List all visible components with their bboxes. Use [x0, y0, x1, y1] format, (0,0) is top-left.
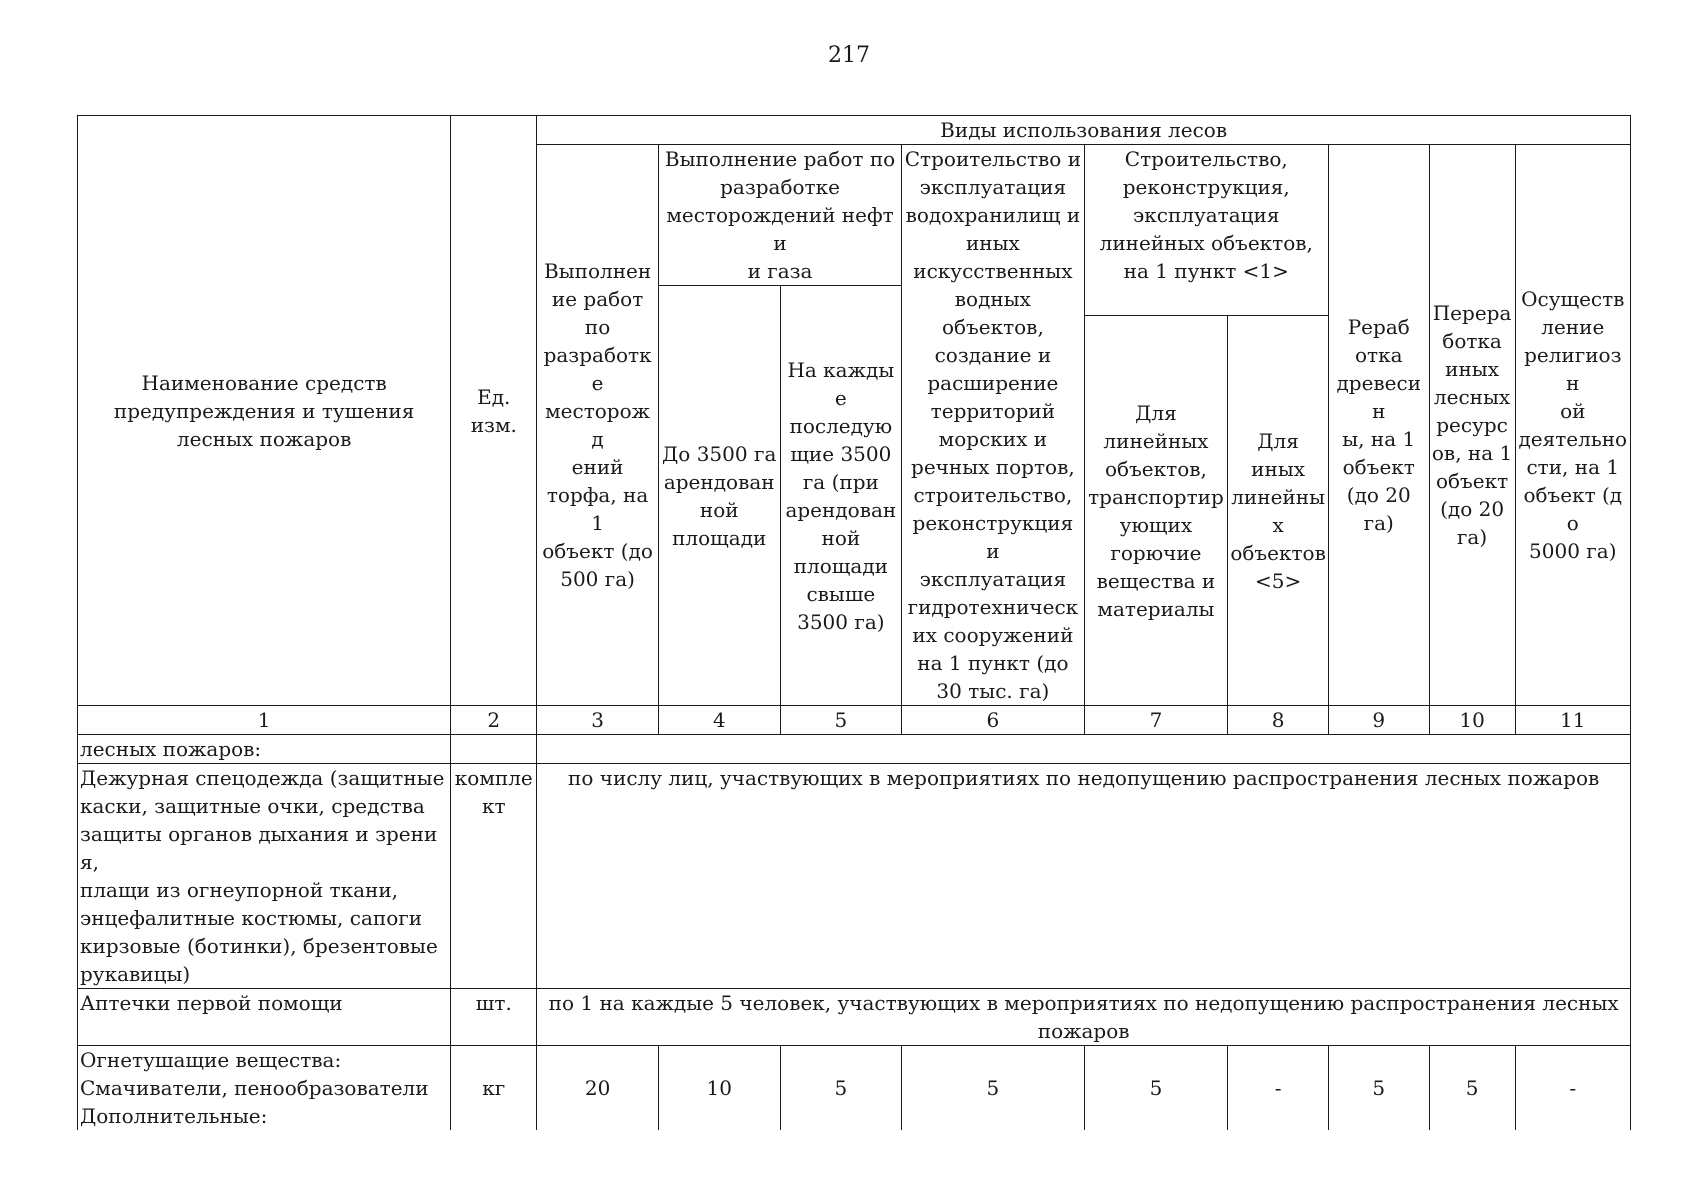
row-name: лесных пожаров:: [78, 735, 451, 764]
page-number: 217: [828, 43, 870, 68]
header-unit: Ед. изм.: [451, 116, 537, 706]
row-unit: [451, 735, 537, 764]
row-value: 10: [658, 1046, 780, 1131]
row-unit: шт.: [451, 989, 537, 1046]
header-name-of-means: Наименование средств предупреждения и тушения лесных пожаров: [78, 116, 451, 706]
table-row: [78, 1046, 1631, 1131]
col-number: 3: [537, 706, 659, 735]
row-value: [537, 735, 1631, 764]
col-number: 5: [780, 706, 902, 735]
row-name: Аптечки первой помощи: [78, 989, 451, 1046]
row-value: по числу лиц, участвующих в мероприятиях по недопущению распространения лесных пожаров: [537, 764, 1631, 989]
header-col3-peat: Выполнен ие работ по разработке месторожд ений торфа, на 1 объект (до 500 га): [537, 145, 659, 706]
header-col8-other-linear: Для иных линейны х объектов <5>: [1228, 316, 1329, 706]
col-number: 11: [1515, 706, 1630, 735]
forest-fire-equipment-table: [77, 115, 1631, 1130]
header-col5-each-next-3500: На каждые последую щие 3500 га (при арендован ной площади свыше 3500 га): [780, 286, 902, 706]
col-number: 9: [1328, 706, 1429, 735]
header-linear-group: Строительство, реконструкция, эксплуатация линейных объектов, на 1 пункт <1>: [1084, 145, 1328, 316]
row-value: -: [1515, 1046, 1630, 1131]
header-col11-religious: Осуществ ление религиозн ой деятельно сти, на 1 объект (до 5000 га): [1515, 145, 1630, 706]
header-col4-up-to-3500: До 3500 га арендован ной площади: [658, 286, 780, 706]
row-value: -: [1228, 1046, 1329, 1131]
table-row: [78, 735, 1631, 764]
column-numbers-row: [78, 706, 1631, 735]
row-value: 20: [537, 1046, 659, 1131]
col-number: 7: [1084, 706, 1228, 735]
col-number: 4: [658, 706, 780, 735]
row-name: Огнетушащие вещества: Смачиватели, пенообразователи Дополнительные:: [78, 1046, 451, 1131]
row-value: по 1 на каждые 5 человек, участвующих в мероприятиях по недопущению распространения лесных пожаров: [537, 989, 1631, 1046]
row-value: 5: [1084, 1046, 1228, 1131]
header-col9-wood-processing: Рераб отка древесин ы, на 1 объект (до 20 га): [1328, 145, 1429, 706]
col-number: 8: [1228, 706, 1329, 735]
row-value: 5: [1328, 1046, 1429, 1131]
row-name: Дежурная спецодежда (защитные каски, защитные очки, средства защиты органов дыхания и зрения, плащи из огнеупорной ткани, энцефалитные костюмы, сапоги кирзовые (ботинки), брезентовые рукавицы): [78, 764, 451, 989]
col-number: 1: [78, 706, 451, 735]
col-number: 6: [902, 706, 1084, 735]
table-row: [78, 989, 1631, 1046]
table-row: [78, 764, 1631, 989]
header-col6-reservoirs: Строительство и эксплуатация водохранилищ и иных искусственных водных объектов, создание и расширение территорий морских и речных портов, строительство, реконструкция и эксплуатация гидротехническ их сооружений на 1 пункт (до 30 тыс. га): [902, 145, 1084, 706]
header-forest-use-types: Виды использования лесов: [537, 116, 1631, 145]
col-number: 10: [1429, 706, 1515, 735]
row-unit: компле кт: [451, 764, 537, 989]
header-col7-flammable-linear: Для линейных объектов, транспортир ующих горючие вещества и материалы: [1084, 316, 1228, 706]
row-value: 5: [1429, 1046, 1515, 1131]
col-number: 2: [451, 706, 537, 735]
row-unit: кг: [451, 1046, 537, 1131]
row-value: 5: [780, 1046, 902, 1131]
header-oil-gas-group: Выполнение работ по разработке месторождений нефти и газа: [658, 145, 901, 286]
header-col10-other-resources: Перера ботка иных лесных ресурс ов, на 1 объект (до 20 га): [1429, 145, 1515, 706]
row-value: 5: [902, 1046, 1084, 1131]
